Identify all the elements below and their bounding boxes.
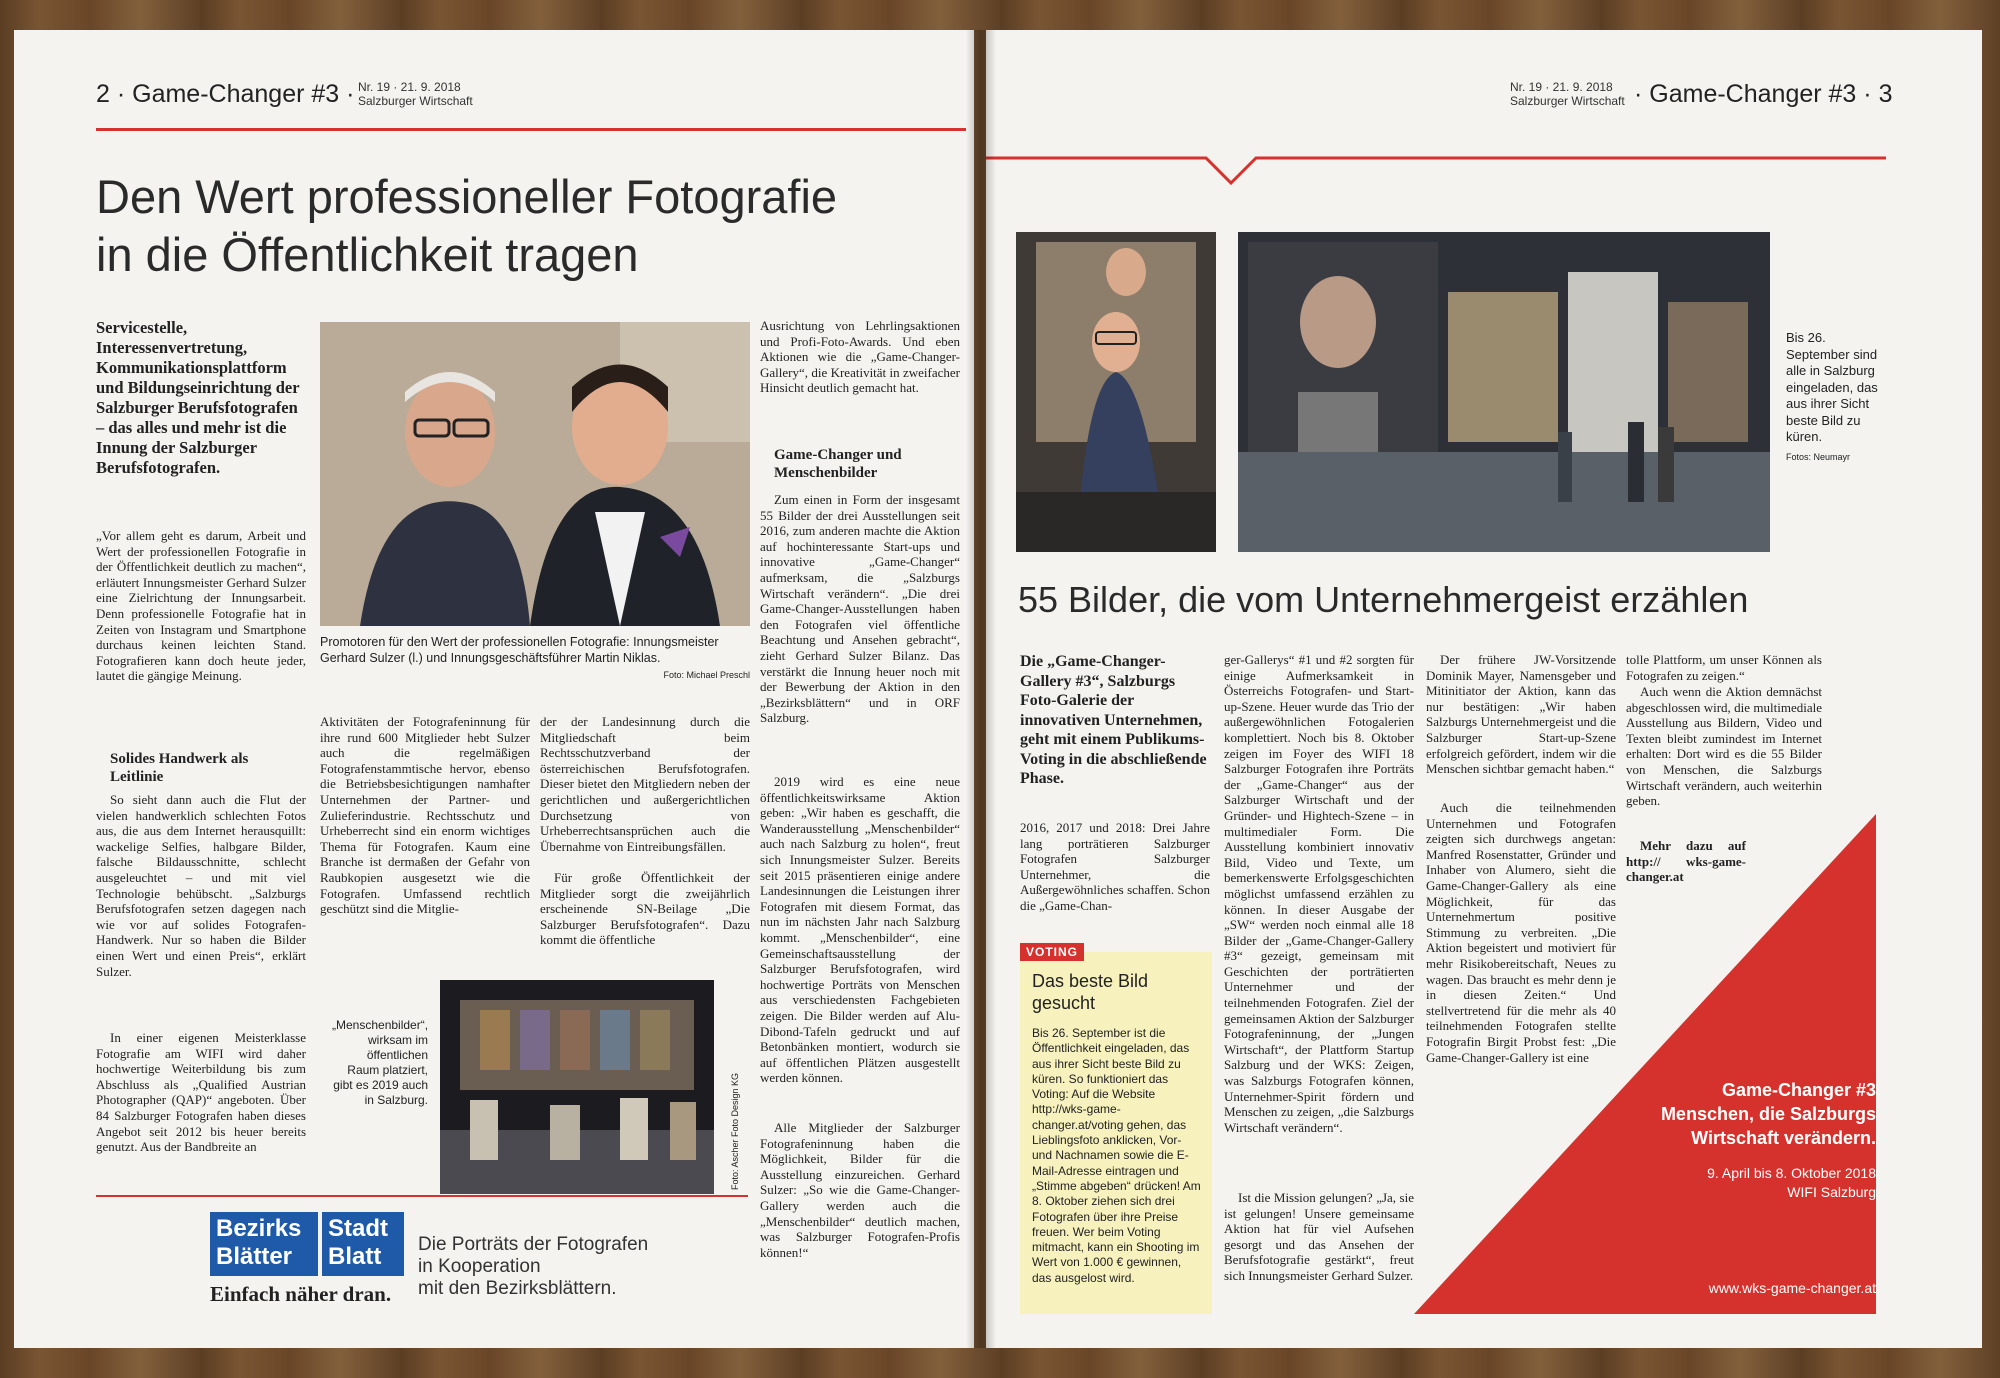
portrait-photo-sulzer-niklas xyxy=(320,322,750,626)
left-photo-credit: Foto: Michael Preschl xyxy=(663,670,750,680)
right-headline: 55 Bilder, die vom Unternehmergeist erzählen xyxy=(1018,579,1749,620)
left-header-title: 2 · Game-Changer #3 · xyxy=(96,80,355,108)
gallery-exhibition-illustration xyxy=(1238,232,1770,552)
right-col4-text2: Auch wenn die Aktion demnächst abgeschlossen wird, die multimediale Ausstellung aus Bildern, Video und Texten bleibt zumindest im Internet erhalten: Dort wird es die 55 Bilder von Menschen, die Salzburgs Wirtschaft verändern, auch weiterhin geben. xyxy=(1626,684,1822,809)
left-col1-text: „Vor allem geht es darum, Arbeit und Wert der professionellen Fotografie in der Öffentlichkeit deutlich zu machen“, erläutert Innungsmeister Gerhard Sulzer eine Zielrichtung der Innungsarbeit. Denn professionelle Fotografie hat in Zeiten von Instagram und Smartphone durchaus keinen leichten Stand. Fotografieren kann doch heute jeder, lautet die gängige Meinung. xyxy=(96,528,306,684)
right-col4-text: tolle Plattform, um unser Können als Fotografen zu zeigen.“ xyxy=(1626,652,1822,683)
voting-box xyxy=(1020,945,1212,1314)
portrait-photo-illustration xyxy=(320,322,750,626)
ad-text: Die Porträts der Fotografen in Kooperation mit den Bezirksblättern. xyxy=(418,1234,649,1299)
right-col3-text: Der frühere JW-Vorsitzende Dominik Mayer, Namensgeber und Mitinitiator der Aktion, kann das nur bestätigen: „Wir haben Salzburgs Unternehmergeist und die Salzburger Start-up-Szene erfolgreich gefördert, indem wir die Menschen sichtbar gemacht haben.“ xyxy=(1426,652,1616,777)
photo-gallery-exhibition xyxy=(1238,232,1770,552)
promo-dates: 9. April bis 8. Oktober 2018 WIFI Salzburg xyxy=(1707,1165,1876,1200)
ad-slogan: Einfach näher dran. xyxy=(210,1282,392,1306)
right-photo-caption: Bis 26. September sind alle in Salzburg eingeladen, das aus ihrer Sicht beste Bild zu küren. xyxy=(1786,330,1878,444)
right-col2-text: ger-Gallerys“ #1 und #2 sorgten für einige Aufmerksamkeit in Österreichs Fotografen- und Start-up-Szene. Heuer wurde das Trio der außergewöhnlichen Fotogalerien komplettiert. Noch bis 8. Oktober zeigen im Foyer des WIFI 18 Salzburger Fotografen ihre Porträts der „Game-Changer“ aus der Salzburger Wirtschaft und der Gründer- und Hightech-Szene – in multimedialer Form. Die Ausstellung kombiniert innovativ Bild, Video und Texte, um bemerkenswerte Erfolgsgeschichten möglichst umfassend erzählen zu können. In dieser Ausgabe der „SW“ werden noch einmal alle 18 Bilder der „Game-Changer-Gallery #3“ gezeigt, gemeinsam mit Geschichten der porträtierten Unternehmer und der teilnehmenden Fotografen. Ziel der gemeinsamen Aktion der Salzburger Fotografeninnung, der „Jungen Wirtschaft“, der Plattform Startup Salzburg und der WKS: Zeigen, was Salzburgs Fotografen können, Unternehmer-Spirit fördern und Menschen zu zeigen, „die Salzburgs Wirtschaft verändern“. xyxy=(1224,652,1414,1135)
left-header-rule xyxy=(96,128,966,131)
left-col1-text3: In einer eigenen Meisterklasse Fotografie am WIFI wird daher hochwertige Weiterbildung bis zum Abschluss als „Qualified Austrian Photographer (QAP)“ angeboten. Über 84 Salzburger Fotografen haben dieses Angebot seit 2012 bis heuer bereits genutzt. Aus der Bandbreite an xyxy=(96,1030,306,1155)
voting-text: Bis 26. September ist die Öffentlichkeit eingeladen, das aus ihrer Sicht beste Bild zu küren. So funktioniert das Voting: Auf die Website http://wks-game-changer.at/voting gehen, das Lieblingsfoto anklicken, Vor- und Nachnamen sowie die E-Mail-Adresse eintragen und „Stimme abgeben“ drücken! Am 8. Oktober ziehen sich drei Fotografen über ihre Preise freuen. Wer beim Voting mitmacht, kann ein Shooting im Wert von 1.000 € gewinnen, das ausgelost wird. xyxy=(1032,1026,1201,1285)
promo-triangle xyxy=(1414,814,1876,1314)
menschenbilder-exhibition-photo xyxy=(440,980,714,1194)
right-header-issue: Nr. 19 · 21. 9. 2018 Salzburger Wirtschaft xyxy=(1510,80,1625,108)
left-col1-text2: So sieht dann auch die Flut der vielen handwerklich schlechten Fotos aus, die aus dem Internet herausquillt: wackelige Selfies, halbgare Bilder, falsche Bildausschnitte, schlecht ausgeleuchtet – und mit viel Technologie behübscht. „Salzburgs Berufsfotografen setzen dagegen nach wie vor auf solides Fotografen-Handwerk. Nur so haben die Bilder einen Wert und einen Preis“, erklärt Sulzer. xyxy=(96,792,306,979)
right-page xyxy=(986,30,1982,1348)
left-col4-text2: Zum einen in Form der insgesamt 55 Bilder der drei Ausstellungen seit 2016, zum anderen machte die Aktion auf hochinteressante Start-ups und innovative „Game-Changer“ aufmerksam, die „Salzburgs Wirtschaft verändern“. „Die drei Game-Changer-Ausstellungen haben den Fotografen viel öffentliche Beachtung und Ansehen gebracht“, zieht Gerhard Sulzer Bilanz. Das verstärkt die Innung heuer noch mit der Bewerbung der Aktion in den „Bezirksblättern“ und in ORF Salzburg. xyxy=(760,492,960,726)
bezirksblaetter-logo: Bezirks Blätter xyxy=(210,1212,318,1276)
stadtblatt-logo: Stadt Blatt xyxy=(322,1212,404,1276)
right-col3-text2: Auch die teilnehmenden Unternehmen und Fotografen zeigten sich durchwegs angetan: Manfred Rosenstatter, Gründer und Inhaber von Alumero, sieht die Game-Changer-Gallery als eine Möglichkeit, für das Unternehmertum positive Stimmung zu verbreiten. „Die Aktion begeistert und motiviert für mehr Risikobereitschaft, Neues zu wagen. Das braucht es mehr denn je in diesen Zeiten.“ Und stellvertretend für die mehr als 40 teilnehmenden Fotografen stellte Fotografin Birgit Probst fest: „Die Game-Changer-Gallery ist eine xyxy=(1426,800,1616,1065)
right-col4-text3: Mehr dazu auf http:// wks-game-changer.at xyxy=(1626,838,1746,885)
page-gutter xyxy=(966,30,996,1348)
gallery-visitor-illustration xyxy=(1016,232,1216,552)
left-photo-caption: Promotoren für den Wert der professionellen Fotografie: Innungsmeister Gerhard Sulzer (l.) und Innungsgeschäftsführer Martin Niklas. xyxy=(320,635,719,665)
left-col3-text2: Für große Öffentlichkeit der Mitglieder sorgt die zweijährlich erscheinende SN-Beilage „Die Salzburger Berufsfotografen“. Dazu kommt die öffentliche xyxy=(540,870,750,948)
left-col3-text: der der Landesinnung durch die Mitgliedschaft beim Rechtsschutzverband der österreichischen Berufsfotografen. Dieser bietet den Mitgliedern neben der gerichtlichen und außergerichtlichen Durchsetzung von Urheberrechtsansprüchen auch die Übernahme von Eintreibungsfällen. xyxy=(540,714,750,854)
right-col1-text: 2016, 2017 und 2018: Drei Jahre lang porträtieren Salzburger Fotografen Salzburger Unternehmer, die Außergewöhnliches schaffen. Schon die „Game-Chan- xyxy=(1020,820,1210,913)
left-col4-text3: 2019 wird es eine neue öffentlichkeitswirksame Aktion geben: „Wir haben es geschafft, die Wanderausstellung „Menschenbilder“ auch nach Salzburg zu holen“, freut sich Innungsmeister Sulzer. Bereits seit 2015 präsentieren einige andere Landesinnungen die Leistungen ihrer Fotografen mit diesem Format, das nun im nächsten Jahr nach Salzburg kommt. „Menschenbilder“, eine Gemeinschaftsausstellung der Salzburger Berufsfotografen, wird hochwertige Porträts von Menschen aus verschiedensten Fachgebieten zeigen. Die Bilder werden auf Alu-Dibond-Tafeln gedruckt und auf Betonbänken montiert, wodurch sie auf öffentlichen Plätzen ausgestellt werden können. xyxy=(760,774,960,1086)
promo-url[interactable]: www.wks-game-changer.at xyxy=(1708,1280,1876,1296)
promo-title: Game-Changer #3 Menschen, die Salzburgs Wirtschaft verändern. xyxy=(1660,1080,1876,1148)
left-headline: Den Wert professioneller Fotografie in die Öffentlichkeit tragen xyxy=(96,170,838,281)
left-col2-text: Aktivitäten der Fotografeninnung für ihre rund 600 Mitglieder hebt Sulzer auch die regelmäßigen Fotografenstammtische hervor, ebenso die Betriebsbesichtigungen namhafter Unternehmen der Partner- und Zulieferindustrie. Rechtsschutz und Urheberrecht sind ein enorm wichtiges Thema für Fotografen. Kaum eine Branche ist dermaßen der Gefahr von Raubkopien ausgesetzt wie die Fotografen. Umfassend rechtlich geschützt sind die Mitglie- xyxy=(320,714,530,917)
left-photo2-caption: „Menschenbilder“, wirksam im öffentlichen Raum platziert, gibt es 2019 auch in Salzburg. xyxy=(332,1018,429,1107)
right-header-rule xyxy=(986,155,1886,193)
left-page xyxy=(14,30,974,1348)
left-photo2-credit: Foto: Ascher Foto Design KG xyxy=(730,1072,740,1190)
right-col2-text2: Ist die Mission gelungen? „Ja, sie ist gelungen! Unsere gemeinsame Aktion hat für viel Aufsehen gesorgt und das Ansehen der Berufsfotografie gestärkt“, freut sich Innungsmeister Gerhard Sulzer. xyxy=(1224,1190,1414,1283)
voting-tag: VOTING xyxy=(1020,943,1084,961)
exhibition-photo-illustration xyxy=(440,980,714,1194)
ad-top-rule xyxy=(96,1195,748,1197)
right-header-title: · Game-Changer #3 · 3 xyxy=(1634,80,1893,108)
left-header-issue: Nr. 19 · 21. 9. 2018 Salzburger Wirtschaft xyxy=(358,80,473,108)
left-subhead-2: Game-Changer und Menschenbilder xyxy=(774,447,902,481)
left-lead: Servicestelle, Interessenvertretung, Kommunikationsplattform und Bildungseinrichtung der Salzburger Berufsfotografen – das alles und mehr ist die Innung der Salzburger Berufsfotografen. xyxy=(96,318,300,477)
photo-gallery-visitor xyxy=(1016,232,1216,552)
right-photo-credit: Fotos: Neumayr xyxy=(1786,452,1851,462)
left-subhead-1: Solides Handwerk als Leitlinie xyxy=(110,751,249,785)
right-lead: Die „Game-Changer-Gallery #3“, Salzburgs Foto-Galerie der innovativen Unternehmen, geht mit einem Publikums-Voting in die abschließende Phase. xyxy=(1020,653,1207,787)
voting-title: Das beste Bild gesucht xyxy=(1032,971,1149,1013)
left-col4-text: Ausrichtung von Lehrlingsaktionen und Profi-Foto-Awards. Und eben Aktionen wie die „Game-Changer-Gallery“, die Kreativität in zweifacher Hinsicht deutlich gemacht hat. xyxy=(760,318,960,396)
left-col4-text4: Alle Mitglieder der Salzburger Fotografeninnung haben die Möglichkeit, Bilder für die Ausstellung einzureichen. Gerhard Sulzer: „So wie die Game-Changer-Gallery werden auch die „Menschenbilder“ deutlich machen, was Salzburger Fotografen-Profis können!“ xyxy=(760,1120,960,1260)
